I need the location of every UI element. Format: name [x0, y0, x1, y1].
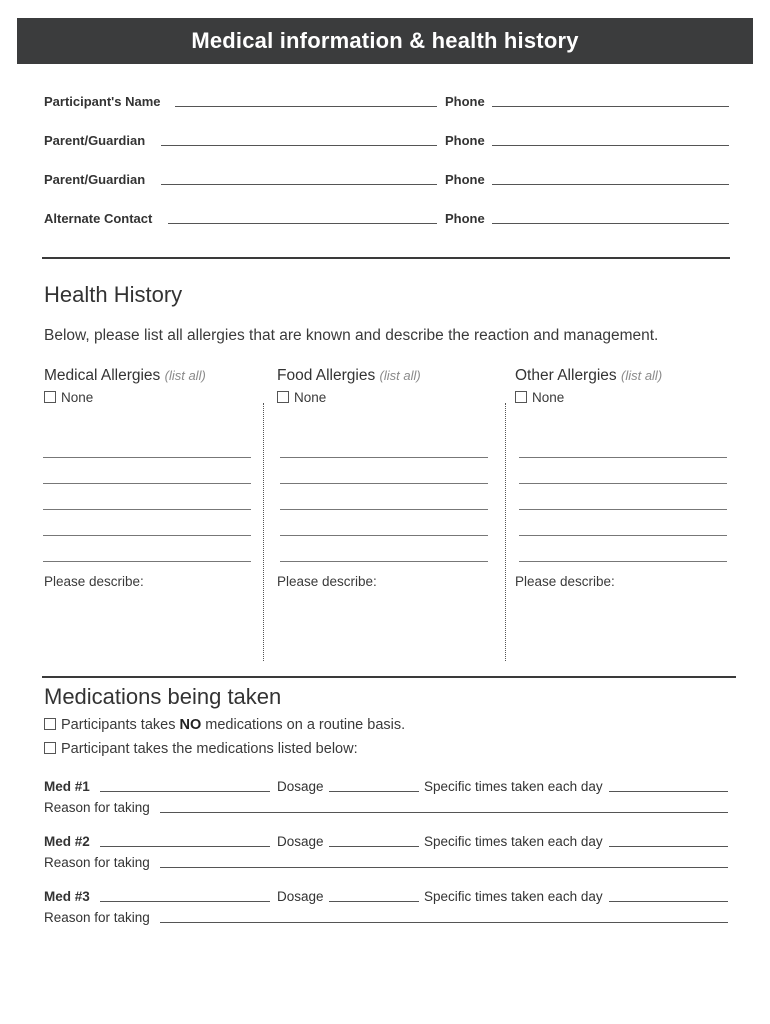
allergy-entry-line[interactable] [43, 483, 251, 484]
alternate-contact-label: Alternate Contact [44, 211, 153, 226]
alternate-contact-field[interactable] [168, 223, 437, 224]
section-divider [42, 257, 730, 259]
none-label: None [61, 390, 94, 405]
reason-label: Reason for taking [44, 800, 150, 815]
column-note: (list all) [164, 368, 206, 383]
allergy-entry-line[interactable] [519, 535, 727, 536]
parent-guardian-phone-field[interactable] [492, 145, 729, 146]
column-title: Other Allergies [515, 367, 617, 384]
dosage-field[interactable] [329, 901, 419, 902]
participant-name-label: Participant's Name [44, 94, 161, 109]
dosage-label: Dosage [277, 779, 324, 794]
dosage-label: Dosage [277, 834, 324, 849]
column-title: Medical Allergies [44, 367, 161, 384]
checkbox-icon[interactable] [515, 391, 527, 403]
allergy-entry-line[interactable] [519, 561, 727, 562]
phone-label: Phone [445, 211, 485, 226]
medications-heading: Medications being taken [44, 684, 282, 709]
checkbox-icon[interactable] [44, 391, 56, 403]
option-text-post: medications on a routine basis. [201, 717, 406, 733]
parent-guardian-phone-field[interactable] [492, 184, 729, 185]
please-describe-label: Please describe: [277, 574, 377, 589]
none-option[interactable] [515, 390, 564, 405]
checkbox-icon[interactable] [44, 742, 56, 754]
med-label: Med #1 [44, 779, 90, 794]
allergy-entry-line[interactable] [280, 561, 488, 562]
allergy-entry-line[interactable] [280, 483, 488, 484]
phone-label: Phone [445, 133, 485, 148]
column-divider [263, 403, 264, 661]
column-note: (list all) [379, 368, 421, 383]
allergy-entry-line[interactable] [519, 509, 727, 510]
reason-field[interactable] [160, 922, 728, 923]
other-allergies-heading [515, 367, 662, 385]
checkbox-icon[interactable] [44, 718, 56, 730]
dosage-field[interactable] [329, 791, 419, 792]
health-history-heading: Health History [44, 282, 183, 307]
none-option[interactable] [277, 390, 326, 405]
allergy-entry-line[interactable] [43, 535, 251, 536]
participant-phone-field[interactable] [492, 106, 729, 107]
parent-guardian-field[interactable] [161, 184, 437, 185]
section-divider [42, 676, 736, 678]
med-name-field[interactable] [100, 846, 270, 847]
times-label: Specific times taken each day [424, 889, 603, 904]
reason-field[interactable] [160, 867, 728, 868]
none-label: None [294, 390, 327, 405]
allergy-entry-line[interactable] [519, 483, 727, 484]
med-name-field[interactable] [100, 901, 270, 902]
times-label: Specific times taken each day [424, 779, 603, 794]
phone-label: Phone [445, 172, 485, 187]
parent-guardian-label: Parent/Guardian [44, 133, 146, 148]
allergy-entry-line[interactable] [43, 561, 251, 562]
parent-guardian-field[interactable] [161, 145, 437, 146]
checkbox-icon[interactable] [277, 391, 289, 403]
none-option[interactable] [44, 390, 93, 405]
med-label: Med #2 [44, 834, 90, 849]
reason-label: Reason for taking [44, 855, 150, 870]
allergy-entry-line[interactable] [280, 457, 488, 458]
med-name-field[interactable] [100, 791, 270, 792]
column-title: Food Allergies [277, 367, 376, 384]
listed-medications-option[interactable] [44, 741, 358, 757]
page-title: Medical information & health history [191, 28, 579, 53]
participant-name-field[interactable] [175, 106, 437, 107]
allergies-intro: Below, please list all allergies that are known and describe the reaction and management. [44, 327, 659, 344]
parent-guardian-label: Parent/Guardian [44, 172, 146, 187]
none-label: None [532, 390, 565, 405]
please-describe-label: Please describe: [515, 574, 615, 589]
dosage-label: Dosage [277, 889, 324, 904]
times-field[interactable] [609, 846, 728, 847]
title-banner [17, 18, 753, 64]
reason-label: Reason for taking [44, 910, 150, 925]
times-label: Specific times taken each day [424, 834, 603, 849]
phone-label: Phone [445, 94, 485, 109]
column-divider [505, 403, 506, 661]
option-text-bold: NO [179, 717, 202, 733]
reason-field[interactable] [160, 812, 728, 813]
alternate-contact-phone-field[interactable] [492, 223, 729, 224]
allergy-entry-line[interactable] [43, 457, 251, 458]
please-describe-label: Please describe: [44, 574, 144, 589]
option-text-pre: Participants takes [61, 717, 180, 733]
food-allergies-heading [277, 367, 421, 385]
allergy-entry-line[interactable] [519, 457, 727, 458]
allergy-entry-line[interactable] [43, 509, 251, 510]
medical-allergies-heading [44, 367, 206, 385]
option-text: Participant takes the medications listed below: [61, 741, 358, 757]
allergy-entry-line[interactable] [280, 509, 488, 510]
med-label: Med #3 [44, 889, 90, 904]
dosage-field[interactable] [329, 846, 419, 847]
column-note: (list all) [620, 368, 663, 383]
allergy-entry-line[interactable] [280, 535, 488, 536]
no-medications-option[interactable] [44, 717, 405, 733]
times-field[interactable] [609, 901, 728, 902]
times-field[interactable] [609, 791, 728, 792]
